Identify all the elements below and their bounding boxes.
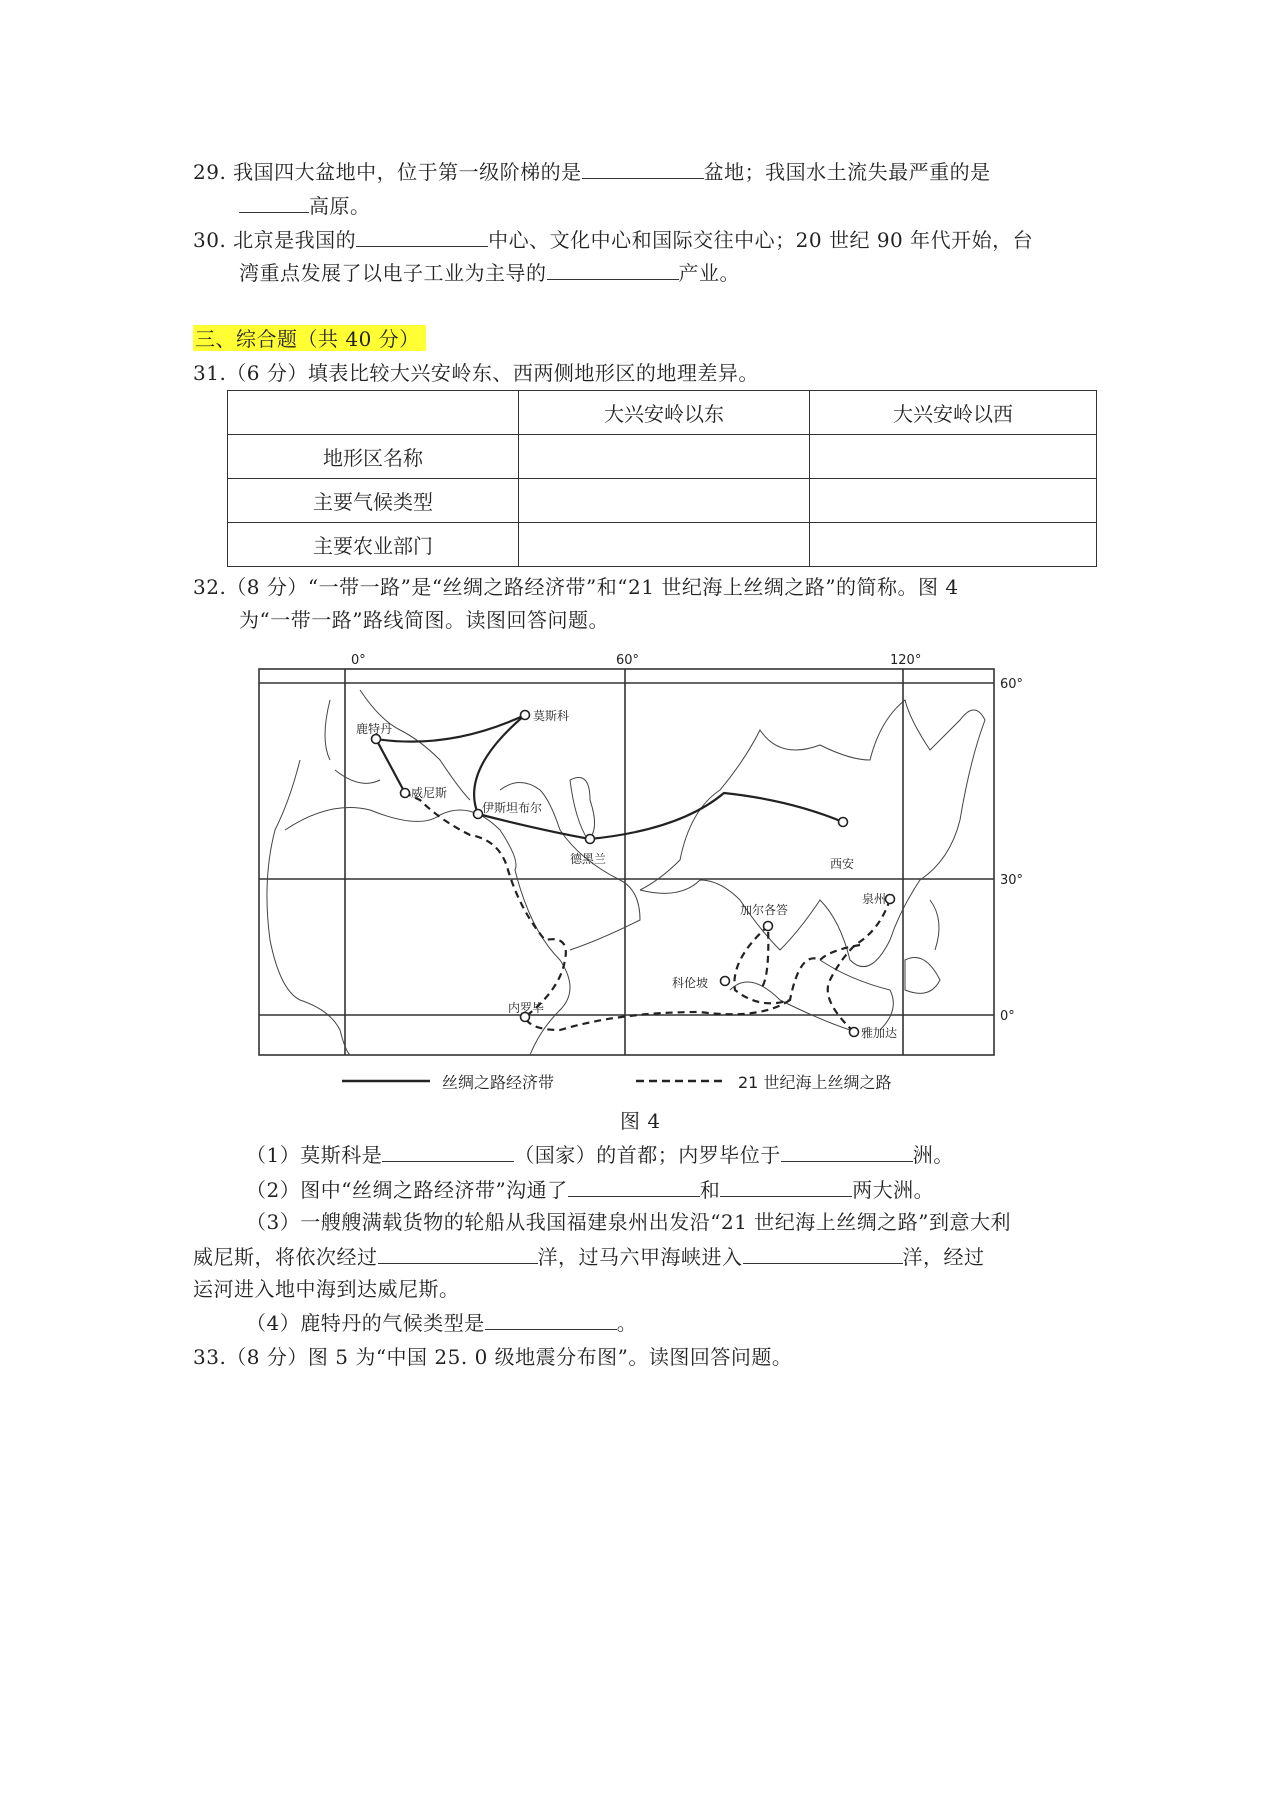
section-heading-text: 三、综合题（共 40 分） — [193, 325, 426, 351]
city-label: 西安 — [830, 857, 855, 871]
q32-sub2 — [246, 1176, 934, 1203]
city-marker — [886, 895, 895, 904]
q31-prompt: 31.（6 分）填表比较大兴安岭东、西两侧地形区的地理差异。 — [193, 361, 759, 385]
answer-cell[interactable] — [810, 435, 1097, 479]
lon-label: 60° — [616, 653, 640, 668]
answer-cell[interactable] — [519, 479, 810, 523]
q29-text: 29. 我国四大盆地中，位于第一级阶梯的是 — [193, 160, 582, 184]
lat-label: 60° — [1000, 677, 1024, 692]
q30-text-2: 中心、文化中心和国际交往中心；20 世纪 90 年代开始，台 — [488, 228, 1034, 252]
row-label: 地形区名称 — [228, 435, 519, 479]
city-label: 伊斯坦布尔 — [482, 801, 543, 815]
answer-blank[interactable] — [382, 1141, 514, 1162]
sub3-text-2: 洋，过马六甲海峡进入 — [537, 1245, 743, 1269]
q30-text-3: 湾重点发展了以电子工业为主导的 — [239, 261, 547, 285]
sub2-text-2: 和 — [699, 1178, 721, 1202]
map-legend — [342, 1073, 891, 1092]
city-label: 德黑兰 — [570, 852, 607, 866]
q29-text-3: 高原。 — [309, 194, 371, 218]
q30-text-4: 产业。 — [678, 261, 740, 285]
city-marker — [839, 818, 848, 827]
sub1-text-3: 洲。 — [912, 1143, 954, 1167]
answer-cell[interactable] — [519, 523, 810, 567]
city-label: 雅加达 — [861, 1026, 898, 1040]
section-heading — [193, 326, 426, 352]
answer-blank[interactable] — [378, 1243, 538, 1264]
table-header — [228, 391, 519, 435]
sub3-text-3: 洋，经过 — [902, 1245, 985, 1269]
comparison-table — [227, 390, 1097, 567]
answer-blank[interactable] — [485, 1309, 617, 1330]
table-row — [228, 479, 1097, 523]
figure-caption: 图 4 — [620, 1109, 661, 1133]
q32-sub3-line2 — [193, 1243, 985, 1270]
legend-label: 21 世纪海上丝绸之路 — [738, 1073, 892, 1092]
answer-blank[interactable] — [720, 1176, 852, 1197]
row-label: 主要农业部门 — [228, 523, 519, 567]
answer-cell[interactable] — [810, 479, 1097, 523]
answer-blank[interactable] — [568, 1176, 700, 1197]
q30-line2 — [239, 259, 740, 286]
answer-blank[interactable] — [547, 259, 679, 280]
lon-label: 120° — [890, 653, 922, 668]
table-header: 大兴安岭以东 — [519, 391, 810, 435]
answer-blank[interactable] — [239, 192, 309, 213]
lat-label: 0° — [1000, 1009, 1015, 1024]
q32-sub1 — [246, 1141, 954, 1168]
q32-sub4 — [246, 1309, 637, 1336]
row-label: 主要气候类型 — [228, 479, 519, 523]
sub1-text-2: （国家）的首都；内罗毕位于 — [514, 1143, 781, 1167]
city-markers — [372, 711, 895, 1037]
legend-label: 丝绸之路经济带 — [442, 1073, 555, 1092]
table-header-row — [228, 391, 1097, 435]
q29-line1 — [193, 158, 991, 185]
sub2-text: （2）图中“丝绸之路经济带”沟通了 — [246, 1178, 568, 1202]
city-marker — [586, 835, 595, 844]
city-label: 鹿特丹 — [356, 722, 393, 736]
sub4-text: （4）鹿特丹的气候类型是 — [246, 1311, 485, 1335]
belt-road-map — [240, 645, 1040, 1105]
q32-prompt-line1: 32.（8 分）“一带一路”是“丝绸之路经济带”和“21 世纪海上丝绸之路”的简称。图 4 — [193, 575, 959, 599]
city-marker — [521, 711, 530, 720]
city-label: 内罗毕 — [508, 1001, 545, 1015]
city-label: 科伦坡 — [672, 976, 709, 990]
q29-text-2: 盆地；我国水土流失最严重的是 — [703, 160, 991, 184]
city-marker — [401, 789, 410, 798]
q29-line2 — [239, 192, 371, 219]
q32-sub3-line3: 运河进入地中海到达威尼斯。 — [193, 1277, 460, 1301]
q33-prompt: 33.（8 分）图 5 为“中国 25. 0 级地震分布图”。读图回答问题。 — [193, 1345, 793, 1369]
sub1-text: （1）莫斯科是 — [246, 1143, 383, 1167]
answer-cell[interactable] — [810, 523, 1097, 567]
q32-sub3-line1: （3）一艘艘满载货物的轮船从我国福建泉州出发沿“21 世纪海上丝绸之路”到意大利 — [246, 1210, 1011, 1234]
city-marker — [721, 977, 730, 986]
city-marker — [850, 1028, 859, 1037]
coastlines — [267, 690, 985, 1055]
answer-blank[interactable] — [582, 158, 704, 179]
lat-label: 30° — [1000, 873, 1024, 888]
q30-text: 30. 北京是我国的 — [193, 228, 357, 252]
answer-blank[interactable] — [356, 226, 488, 247]
q30-line1 — [193, 226, 1033, 253]
sub4-text-2: 。 — [616, 1311, 638, 1335]
city-marker — [764, 922, 773, 931]
q32-prompt-line2: 为“一带一路”路线简图。读图回答问题。 — [239, 608, 609, 632]
city-label: 加尔各答 — [740, 903, 789, 917]
lon-label: 0° — [351, 653, 366, 668]
table-row — [228, 435, 1097, 479]
answer-blank[interactable] — [743, 1243, 903, 1264]
answer-cell[interactable] — [519, 435, 810, 479]
city-label: 威尼斯 — [411, 786, 448, 800]
answer-blank[interactable] — [781, 1141, 913, 1162]
sub3-text: 威尼斯，将依次经过 — [193, 1245, 378, 1269]
table-row — [228, 523, 1097, 567]
sub2-text-3: 两大洲。 — [852, 1178, 935, 1202]
table-header: 大兴安岭以西 — [810, 391, 1097, 435]
city-label: 泉州 — [862, 892, 887, 906]
city-label: 莫斯科 — [533, 709, 570, 723]
